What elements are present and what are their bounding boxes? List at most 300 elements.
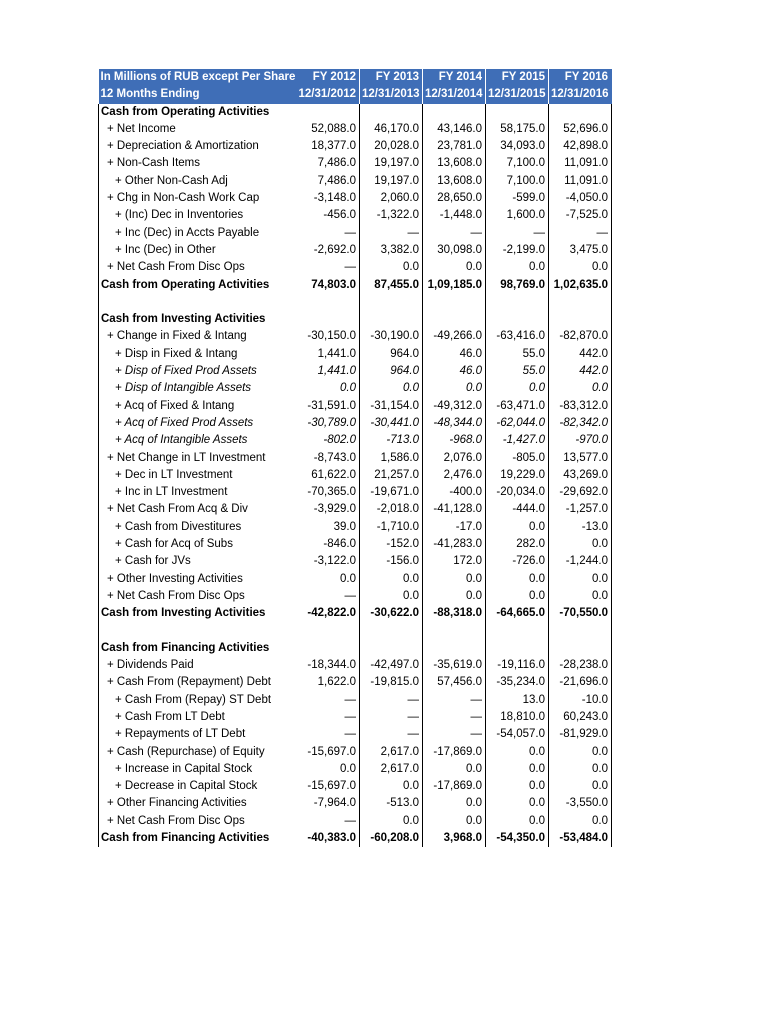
cell-value: -29,692.0: [549, 484, 612, 501]
cell-value: [423, 640, 486, 657]
cell-value: 3,382.0: [360, 242, 423, 259]
row-label: + Net Cash From Disc Ops: [99, 813, 297, 830]
table-row: [99, 121, 612, 138]
cell-value: -63,471.0: [486, 398, 549, 415]
cell-value: 7,486.0: [297, 155, 360, 172]
cell-value: 19,229.0: [486, 467, 549, 484]
cell-value: 0.0: [360, 588, 423, 605]
cell-value: -19,815.0: [360, 674, 423, 691]
table-row: [99, 536, 612, 553]
cell-value: -18,344.0: [297, 657, 360, 674]
table-row: [99, 432, 612, 449]
cell-value: 52,696.0: [549, 121, 612, 138]
row-label: + (Inc) Dec in Inventories: [99, 207, 297, 224]
cell-value: 0.0: [486, 778, 549, 795]
cell-value: -970.0: [549, 432, 612, 449]
cell-value: -31,591.0: [297, 398, 360, 415]
row-label: + Disp of Fixed Prod Assets: [99, 363, 297, 380]
row-label: + Acq of Fixed & Intang: [99, 398, 297, 415]
cell-value: 0.0: [423, 795, 486, 812]
cell-value: 0.0: [549, 259, 612, 276]
row-label: + Cash for Acq of Subs: [99, 536, 297, 553]
cell-value: 46.0: [423, 346, 486, 363]
cell-value: 23,781.0: [423, 138, 486, 155]
cell-value: [549, 640, 612, 657]
cell-value: -53,484.0: [549, 830, 612, 847]
header-date: 12/31/2014: [423, 86, 486, 103]
cell-value: —: [360, 225, 423, 242]
header-date: 12/31/2016: [549, 86, 612, 103]
section-header-row: [99, 640, 612, 657]
cell-value: -54,350.0: [486, 830, 549, 847]
cell-value: 2,060.0: [360, 190, 423, 207]
cell-value: -2,692.0: [297, 242, 360, 259]
table-row: [99, 398, 612, 415]
table-row: [99, 484, 612, 501]
cell-value: -17.0: [423, 519, 486, 536]
row-label: [99, 294, 297, 311]
row-label: Cash from Financing Activities: [99, 640, 297, 657]
row-label: + Disp of Intangible Assets: [99, 380, 297, 397]
cell-value: -81,929.0: [549, 726, 612, 743]
cell-value: 964.0: [360, 346, 423, 363]
row-label: + Net Cash From Disc Ops: [99, 259, 297, 276]
table-row: [99, 380, 612, 397]
cell-value: 1,622.0: [297, 674, 360, 691]
cell-value: -60,208.0: [360, 830, 423, 847]
cell-value: -28,238.0: [549, 657, 612, 674]
cell-value: 3,968.0: [423, 830, 486, 847]
cell-value: -1,322.0: [360, 207, 423, 224]
header-date: 12/31/2012: [297, 86, 360, 103]
cell-value: [297, 623, 360, 640]
cell-value: -62,044.0: [486, 415, 549, 432]
table-body: [99, 104, 612, 848]
cell-value: -30,441.0: [360, 415, 423, 432]
row-label: + Depreciation & Amortization: [99, 138, 297, 155]
cell-value: —: [297, 726, 360, 743]
cash-flow-table: [98, 69, 612, 847]
cell-value: -15,697.0: [297, 744, 360, 761]
cell-value: —: [360, 692, 423, 709]
cell-value: 0.0: [360, 380, 423, 397]
cell-value: -42,497.0: [360, 657, 423, 674]
total-row: [99, 830, 612, 847]
cell-value: -10.0: [549, 692, 612, 709]
cell-value: 74,803.0: [297, 277, 360, 294]
cell-value: -513.0: [360, 795, 423, 812]
cell-value: 11,091.0: [549, 173, 612, 190]
spacer-row: [99, 294, 612, 311]
table-row: [99, 571, 612, 588]
row-label: + Non-Cash Items: [99, 155, 297, 172]
cell-value: 1,02,635.0: [549, 277, 612, 294]
cell-value: 0.0: [360, 571, 423, 588]
header-row-years: [99, 69, 612, 86]
cell-value: 0.0: [486, 761, 549, 778]
row-label: [99, 623, 297, 640]
cell-value: 7,100.0: [486, 155, 549, 172]
header-year: FY 2016: [549, 69, 612, 86]
table-row: [99, 692, 612, 709]
cell-value: -7,525.0: [549, 207, 612, 224]
cell-value: 55.0: [486, 346, 549, 363]
cell-value: 30,098.0: [423, 242, 486, 259]
cell-value: 282.0: [486, 536, 549, 553]
table-row: [99, 346, 612, 363]
cell-value: -713.0: [360, 432, 423, 449]
table-row: [99, 138, 612, 155]
table-row: [99, 242, 612, 259]
table-row: [99, 225, 612, 242]
header-units-label: In Millions of RUB except Per Share: [99, 69, 297, 86]
cell-value: -152.0: [360, 536, 423, 553]
cell-value: 18,377.0: [297, 138, 360, 155]
cell-value: -49,266.0: [423, 328, 486, 345]
row-label: + Acq of Intangible Assets: [99, 432, 297, 449]
cell-value: [297, 294, 360, 311]
cell-value: 58,175.0: [486, 121, 549, 138]
cell-value: 2,476.0: [423, 467, 486, 484]
cell-value: 964.0: [360, 363, 423, 380]
cell-value: [423, 104, 486, 121]
cell-value: 0.0: [423, 588, 486, 605]
table-row: [99, 415, 612, 432]
section-header-row: [99, 311, 612, 328]
cell-value: 0.0: [549, 536, 612, 553]
table-row: [99, 813, 612, 830]
row-label: + Acq of Fixed Prod Assets: [99, 415, 297, 432]
cell-value: —: [297, 259, 360, 276]
cell-value: -64,665.0: [486, 605, 549, 622]
cell-value: -444.0: [486, 501, 549, 518]
cell-value: [423, 294, 486, 311]
cell-value: 0.0: [486, 795, 549, 812]
cell-value: —: [297, 813, 360, 830]
table-row: [99, 207, 612, 224]
header-date: 12/31/2015: [486, 86, 549, 103]
cell-value: 46.0: [423, 363, 486, 380]
cell-value: 46,170.0: [360, 121, 423, 138]
table-row: [99, 726, 612, 743]
cell-value: -35,234.0: [486, 674, 549, 691]
cell-value: -968.0: [423, 432, 486, 449]
cell-value: -802.0: [297, 432, 360, 449]
table-row: [99, 363, 612, 380]
cell-value: -13.0: [549, 519, 612, 536]
cell-value: -2,018.0: [360, 501, 423, 518]
cell-value: 0.0: [549, 588, 612, 605]
cell-value: —: [423, 225, 486, 242]
row-label: + Cash (Repurchase) of Equity: [99, 744, 297, 761]
cell-value: [360, 311, 423, 328]
cell-value: 7,100.0: [486, 173, 549, 190]
spacer-row: [99, 623, 612, 640]
cell-value: -726.0: [486, 553, 549, 570]
cell-value: -1,244.0: [549, 553, 612, 570]
table-row: [99, 259, 612, 276]
row-label: + Other Financing Activities: [99, 795, 297, 812]
cell-value: 0.0: [549, 778, 612, 795]
row-label: Cash from Operating Activities: [99, 104, 297, 121]
cell-value: -41,128.0: [423, 501, 486, 518]
row-label: + Inc (Dec) in Accts Payable: [99, 225, 297, 242]
row-label: + Net Cash From Disc Ops: [99, 588, 297, 605]
total-row: [99, 277, 612, 294]
row-label: Cash from Operating Activities: [99, 277, 297, 294]
cell-value: [549, 294, 612, 311]
cell-value: -54,057.0: [486, 726, 549, 743]
cell-value: —: [360, 726, 423, 743]
cell-value: -48,344.0: [423, 415, 486, 432]
cell-value: -42,822.0: [297, 605, 360, 622]
row-label: + Cash From (Repayment) Debt: [99, 674, 297, 691]
cell-value: 52,088.0: [297, 121, 360, 138]
cell-value: 0.0: [423, 571, 486, 588]
cell-value: —: [423, 692, 486, 709]
cell-value: 13,577.0: [549, 450, 612, 467]
cell-value: -63,416.0: [486, 328, 549, 345]
header-year: FY 2013: [360, 69, 423, 86]
cell-value: —: [360, 709, 423, 726]
cell-value: [549, 623, 612, 640]
cell-value: [549, 104, 612, 121]
table-row: [99, 553, 612, 570]
cell-value: 0.0: [486, 519, 549, 536]
cell-value: 28,650.0: [423, 190, 486, 207]
row-label: + Repayments of LT Debt: [99, 726, 297, 743]
header-date: 12/31/2013: [360, 86, 423, 103]
header-year: FY 2012: [297, 69, 360, 86]
cell-value: [486, 623, 549, 640]
cell-value: 1,586.0: [360, 450, 423, 467]
cell-value: -456.0: [297, 207, 360, 224]
row-label: + Cash from Divestitures: [99, 519, 297, 536]
header-year: FY 2014: [423, 69, 486, 86]
cell-value: -35,619.0: [423, 657, 486, 674]
cell-value: 13.0: [486, 692, 549, 709]
cell-value: 55.0: [486, 363, 549, 380]
cell-value: [486, 311, 549, 328]
table-row: [99, 744, 612, 761]
cell-value: 20,028.0: [360, 138, 423, 155]
cell-value: -1,448.0: [423, 207, 486, 224]
cell-value: 1,441.0: [297, 363, 360, 380]
cell-value: —: [297, 709, 360, 726]
cell-value: 1,09,185.0: [423, 277, 486, 294]
cell-value: [360, 640, 423, 657]
cell-value: 0.0: [297, 761, 360, 778]
row-label: + Cash From (Repay) ST Debt: [99, 692, 297, 709]
cell-value: 42,898.0: [549, 138, 612, 155]
row-label: + Net Change in LT Investment: [99, 450, 297, 467]
table-row: [99, 778, 612, 795]
cell-value: 442.0: [549, 346, 612, 363]
cell-value: —: [486, 225, 549, 242]
cell-value: 7,486.0: [297, 173, 360, 190]
cell-value: 13,608.0: [423, 173, 486, 190]
cell-value: -156.0: [360, 553, 423, 570]
cell-value: 0.0: [549, 761, 612, 778]
table-row: [99, 795, 612, 812]
cell-value: 0.0: [486, 813, 549, 830]
cell-value: -805.0: [486, 450, 549, 467]
row-label: Cash from Investing Activities: [99, 605, 297, 622]
row-label: + Other Non-Cash Adj: [99, 173, 297, 190]
cell-value: —: [549, 225, 612, 242]
row-label: + Inc in LT Investment: [99, 484, 297, 501]
cell-value: 13,608.0: [423, 155, 486, 172]
total-row: [99, 605, 612, 622]
cell-value: -17,869.0: [423, 744, 486, 761]
cell-value: -17,869.0: [423, 778, 486, 795]
cell-value: -19,671.0: [360, 484, 423, 501]
cell-value: 0.0: [486, 571, 549, 588]
cell-value: 0.0: [423, 259, 486, 276]
row-label: + Net Cash From Acq & Div: [99, 501, 297, 518]
cell-value: [360, 104, 423, 121]
cell-value: 0.0: [486, 588, 549, 605]
cell-value: 2,617.0: [360, 761, 423, 778]
cell-value: 172.0: [423, 553, 486, 570]
cell-value: -88,318.0: [423, 605, 486, 622]
cell-value: -15,697.0: [297, 778, 360, 795]
cell-value: 1,441.0: [297, 346, 360, 363]
cell-value: -4,050.0: [549, 190, 612, 207]
cell-value: 18,810.0: [486, 709, 549, 726]
cell-value: -30,622.0: [360, 605, 423, 622]
cell-value: 0.0: [360, 259, 423, 276]
header-row-dates: [99, 86, 612, 103]
cell-value: -21,696.0: [549, 674, 612, 691]
cell-value: -30,789.0: [297, 415, 360, 432]
cell-value: 98,769.0: [486, 277, 549, 294]
cell-value: -83,312.0: [549, 398, 612, 415]
cell-value: 0.0: [486, 259, 549, 276]
row-label: + Cash for JVs: [99, 553, 297, 570]
cell-value: 0.0: [486, 744, 549, 761]
cell-value: [297, 640, 360, 657]
cell-value: 0.0: [549, 813, 612, 830]
cell-value: 34,093.0: [486, 138, 549, 155]
cell-value: -3,122.0: [297, 553, 360, 570]
cell-value: -599.0: [486, 190, 549, 207]
table-row: [99, 501, 612, 518]
cell-value: -41,283.0: [423, 536, 486, 553]
cell-value: [423, 623, 486, 640]
cell-value: 442.0: [549, 363, 612, 380]
row-label: + Cash From LT Debt: [99, 709, 297, 726]
cell-value: 0.0: [297, 380, 360, 397]
cell-value: 0.0: [360, 813, 423, 830]
cell-value: -8,743.0: [297, 450, 360, 467]
cell-value: —: [423, 726, 486, 743]
cell-value: -49,312.0: [423, 398, 486, 415]
cell-value: 0.0: [423, 380, 486, 397]
row-label: + Inc (Dec) in Other: [99, 242, 297, 259]
cell-value: -400.0: [423, 484, 486, 501]
section-header-row: [99, 104, 612, 121]
cell-value: [360, 294, 423, 311]
row-label: + Dividends Paid: [99, 657, 297, 674]
row-label: + Net Income: [99, 121, 297, 138]
cell-value: -3,929.0: [297, 501, 360, 518]
cell-value: -1,257.0: [549, 501, 612, 518]
cell-value: [486, 640, 549, 657]
cell-value: 0.0: [360, 778, 423, 795]
table-row: [99, 328, 612, 345]
table-row: [99, 519, 612, 536]
cell-value: -2,199.0: [486, 242, 549, 259]
header-year: FY 2015: [486, 69, 549, 86]
cell-value: -82,870.0: [549, 328, 612, 345]
table-row: [99, 155, 612, 172]
cell-value: —: [297, 692, 360, 709]
cell-value: -30,150.0: [297, 328, 360, 345]
row-label: + Chg in Non-Cash Work Cap: [99, 190, 297, 207]
table-row: [99, 674, 612, 691]
cell-value: [297, 104, 360, 121]
cell-value: 43,146.0: [423, 121, 486, 138]
cell-value: -82,342.0: [549, 415, 612, 432]
cell-value: 21,257.0: [360, 467, 423, 484]
cell-value: 0.0: [423, 813, 486, 830]
cell-value: [360, 623, 423, 640]
table-row: [99, 190, 612, 207]
cell-value: —: [423, 709, 486, 726]
cell-value: 60,243.0: [549, 709, 612, 726]
cell-value: —: [297, 588, 360, 605]
row-label: + Dec in LT Investment: [99, 467, 297, 484]
cell-value: [423, 311, 486, 328]
table-row: [99, 657, 612, 674]
cell-value: 1,600.0: [486, 207, 549, 224]
cell-value: -3,550.0: [549, 795, 612, 812]
cell-value: —: [297, 225, 360, 242]
cell-value: 0.0: [549, 744, 612, 761]
cell-value: 87,455.0: [360, 277, 423, 294]
table-row: [99, 709, 612, 726]
row-label: + Increase in Capital Stock: [99, 761, 297, 778]
table-row: [99, 761, 612, 778]
row-label: Cash from Financing Activities: [99, 830, 297, 847]
cell-value: -30,190.0: [360, 328, 423, 345]
table-row: [99, 588, 612, 605]
cell-value: -7,964.0: [297, 795, 360, 812]
cell-value: -70,365.0: [297, 484, 360, 501]
table-row: [99, 173, 612, 190]
cell-value: [549, 311, 612, 328]
cell-value: 57,456.0: [423, 674, 486, 691]
cell-value: 43,269.0: [549, 467, 612, 484]
row-label: + Other Investing Activities: [99, 571, 297, 588]
cell-value: [297, 311, 360, 328]
cell-value: 0.0: [486, 380, 549, 397]
cell-value: 2,617.0: [360, 744, 423, 761]
cell-value: 11,091.0: [549, 155, 612, 172]
table-row: [99, 467, 612, 484]
row-label: + Decrease in Capital Stock: [99, 778, 297, 795]
cell-value: 0.0: [297, 571, 360, 588]
cell-value: 3,475.0: [549, 242, 612, 259]
cell-value: -1,710.0: [360, 519, 423, 536]
cell-value: 0.0: [549, 380, 612, 397]
cell-value: [486, 294, 549, 311]
header-period-label: 12 Months Ending: [99, 86, 297, 103]
cell-value: -31,154.0: [360, 398, 423, 415]
cell-value: -20,034.0: [486, 484, 549, 501]
cell-value: [486, 104, 549, 121]
